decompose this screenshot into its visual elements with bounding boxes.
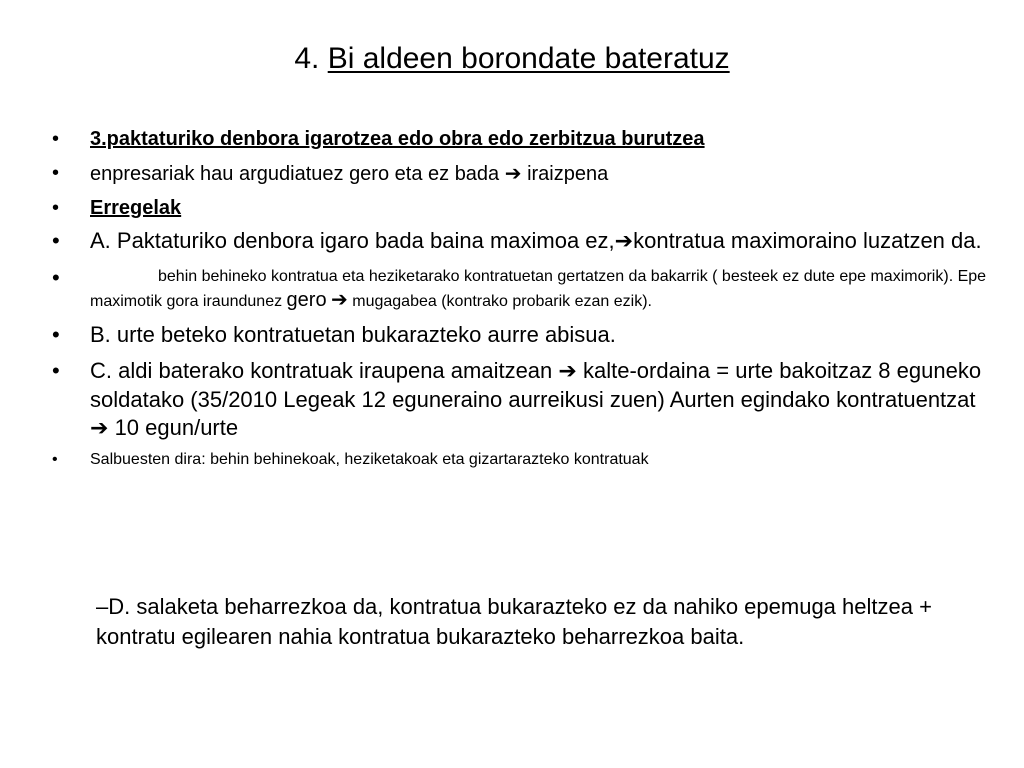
arrow-icon: ➔ — [504, 161, 522, 185]
bullet-dot: • — [52, 197, 60, 219]
bullet-2-text-a: enpresariak hau argudiatuez gero eta ez bada — [90, 163, 500, 185]
bullet-2-text-b: iraizpena — [527, 163, 609, 185]
bullet-6-text: B. urte beteko kontratuetan bukarazteko aurre abisua. — [90, 322, 616, 347]
arrow-icon: ➔ — [558, 359, 577, 384]
bullet-item-1 — [50, 126, 990, 152]
bullet-7-text-a: C. aldi baterako kontratuak iraupena amaitzean — [90, 358, 553, 383]
arrow-icon: ➔ — [90, 416, 109, 441]
dash-item: –D. salaketa beharrezkoa da, kontratua bukarazteko ez da nahiko epemuga heltzea + kontratu egilearen nahia kontratua bukarazteko beharrezkoa baita. — [96, 594, 932, 649]
bullet-5-text-b: mugagabea (kontrako probarik ezan ezik). — [352, 293, 652, 310]
slide-title — [0, 40, 1024, 78]
bullet-item-8 — [50, 449, 990, 471]
title-number: 4. — [294, 42, 320, 75]
bullet-item-2 — [50, 160, 990, 187]
arrow-icon: ➔ — [614, 229, 634, 254]
bullet-dot: • — [52, 451, 58, 468]
arrow-icon: ➔ — [331, 287, 348, 311]
bullet-item-3 — [50, 195, 990, 221]
bullet-dot: • — [52, 162, 60, 184]
bullet-dot: • — [52, 265, 60, 290]
title-text: Bi aldeen borondate bateratuz — [327, 42, 730, 75]
bullet-5-text-a: behin behineko kontratua eta heziketarako kontratuetan gertatzen da bakarrik ( besteek ez dute epe maximorik). Epe maximotik gora iraundunez — [90, 268, 987, 310]
bullet-1-text: 3.paktaturiko denbora igarotzea edo obra edo zerbitzua burutzea — [90, 128, 705, 150]
bullet-dot: • — [52, 358, 60, 383]
bullet-7-text-b: kalte-ordaina = urte bakoitzaz 8 eguneko soldatako (35/2010 Legeak 12 eguneraino aurreikusi zuen) Aurten egindako kontratuentzat — [90, 358, 982, 412]
bullet-dot: • — [52, 322, 60, 347]
bullet-8-text: Salbuesten dira: behin behinekoak, heziketakoak eta gizartarazteko kontratuak — [90, 451, 649, 468]
bullet-item-4 — [50, 227, 990, 256]
bullet-item-7 — [50, 357, 990, 443]
bullet-5-gero: gero — [286, 289, 327, 311]
bullet-dot: • — [52, 228, 60, 253]
bullet-4-text-b: kontratua maximoraino luzatzen da. — [633, 228, 982, 253]
bullet-4-text-a: A. Paktaturiko denbora igaro bada baina maximoa ez, — [90, 228, 615, 253]
bullet-list — [50, 126, 990, 471]
bullet-item-6 — [50, 321, 990, 349]
bullet-item-5 — [50, 266, 990, 313]
bullet-dot: • — [52, 128, 60, 150]
bullet-7-text-c: 10 egun/urte — [114, 415, 239, 440]
bullet-3-text: Erregelak — [90, 197, 182, 219]
